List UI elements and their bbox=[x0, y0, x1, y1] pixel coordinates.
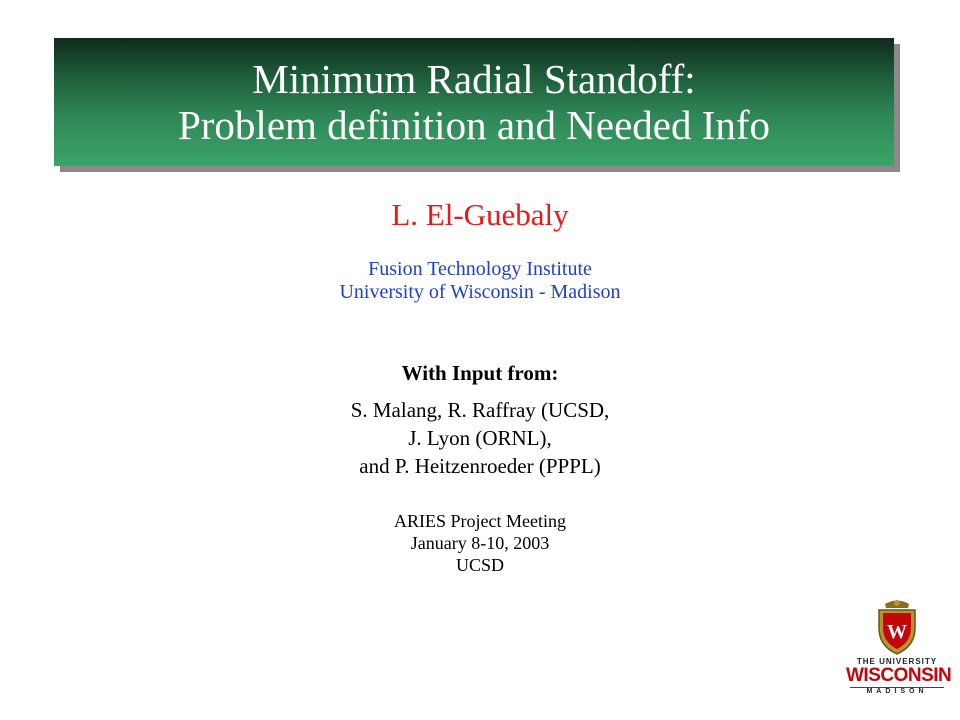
university-logo bbox=[846, 598, 952, 708]
title-line-1: Minimum Radial Standoff: bbox=[252, 56, 696, 102]
title-line-2: Problem definition and Needed Info bbox=[177, 102, 771, 148]
logo-line-wisconsin: WISCONSIN bbox=[846, 665, 952, 686]
input-heading: With Input from: bbox=[401, 361, 559, 385]
crest-icon bbox=[875, 598, 919, 656]
contributors-list bbox=[0, 396, 960, 480]
affiliation bbox=[0, 258, 960, 304]
meeting-name: ARIES Project Meeting bbox=[394, 511, 566, 531]
meeting-location: UCSD bbox=[455, 555, 504, 575]
meeting-info bbox=[0, 510, 960, 576]
crest-letter: W bbox=[887, 621, 907, 643]
affiliation-institute: Fusion Technology Institute bbox=[368, 258, 592, 280]
contributor-line: J. Lyon (ORNL), bbox=[408, 426, 552, 450]
affiliation-university: University of Wisconsin - Madison bbox=[339, 281, 621, 303]
meeting-date: January 8-10, 2003 bbox=[410, 533, 550, 553]
logo-line-university: THE UNIVERSITY bbox=[856, 657, 938, 666]
contributor-line: S. Malang, R. Raffray (UCSD, bbox=[350, 398, 610, 422]
title-banner bbox=[54, 38, 894, 166]
author-name: L. El-Guebaly bbox=[391, 197, 569, 232]
logo-line-madison: MADISON bbox=[866, 688, 928, 695]
contributor-line: and P. Heitzenroeder (PPPL) bbox=[359, 454, 601, 478]
